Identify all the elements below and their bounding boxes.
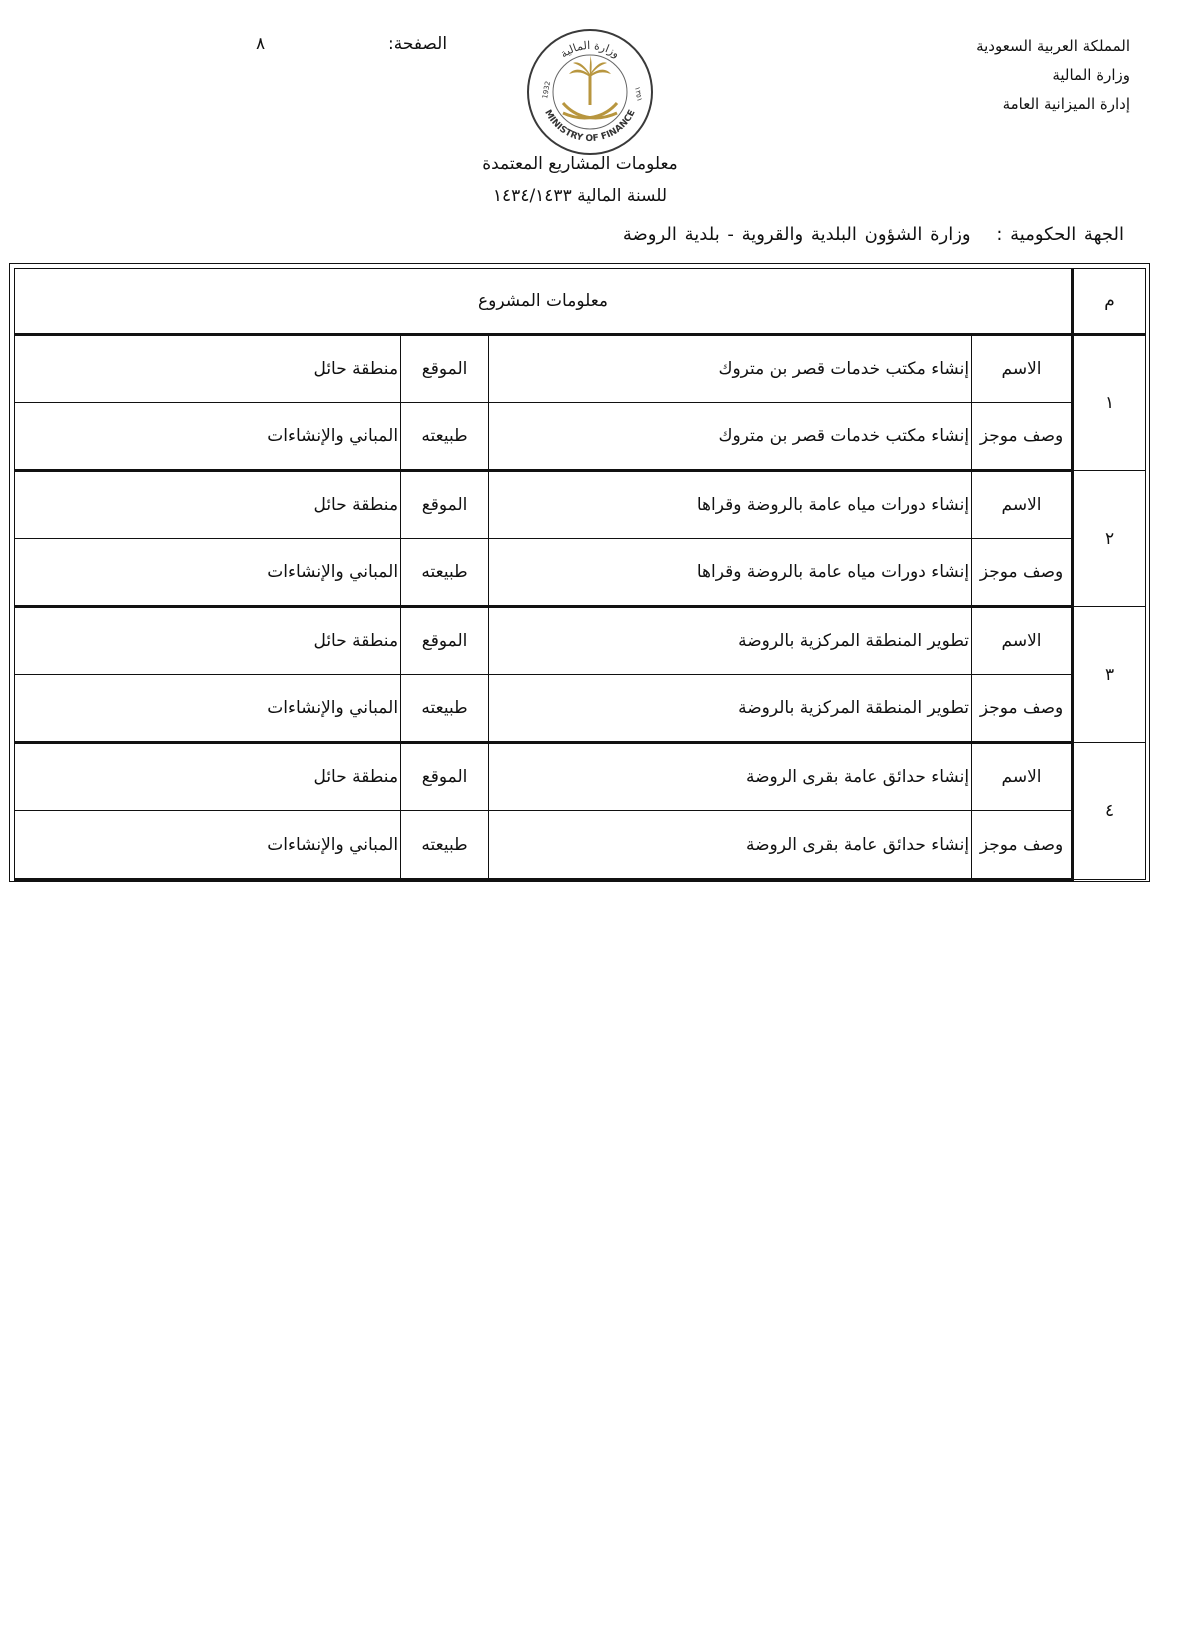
table-row <box>15 403 1146 471</box>
seal-year-left: 1932 <box>541 80 553 100</box>
projects-table <box>14 268 1146 881</box>
page-number: ٨ <box>256 34 266 54</box>
org-line-ministry: وزارة المالية <box>1052 66 1130 84</box>
project-location: منطقة حائل <box>15 335 401 403</box>
location-label: الموقع <box>401 743 489 811</box>
location-label: الموقع <box>401 335 489 403</box>
agency-label: الجهة الحكومية : <box>996 224 1124 245</box>
project-nature: المباني والإنشاءات <box>15 811 401 880</box>
table-header-row <box>15 269 1146 335</box>
svg-text:MINISTRY OF FINANCE <box>542 108 637 144</box>
location-label: الموقع <box>401 607 489 675</box>
name-label: الاسم <box>972 335 1073 403</box>
description-label: وصف موجز <box>972 403 1073 471</box>
project-description: إنشاء مكتب خدمات قصر بن متروك <box>489 403 972 471</box>
row-index: ٢ <box>1073 471 1146 607</box>
nature-label: طبيعته <box>401 403 489 471</box>
project-name: إنشاء حدائق عامة بقرى الروضة <box>489 743 972 811</box>
name-label: الاسم <box>972 607 1073 675</box>
project-location: منطقة حائل <box>15 471 401 539</box>
col-info-header: معلومات المشروع <box>15 269 1073 335</box>
seal-bottom-text: MINISTRY OF FINANCE <box>542 108 638 145</box>
government-agency-line <box>623 224 1124 245</box>
project-nature: المباني والإنشاءات <box>15 675 401 743</box>
org-line-kingdom: المملكة العربية السعودية <box>976 37 1130 55</box>
row-index: ١ <box>1073 335 1146 471</box>
description-label: وصف موجز <box>972 675 1073 743</box>
fiscal-year-subtitle: للسنة المالية ١٤٣٤/١٤٣٣ <box>492 186 668 206</box>
palm-tree-icon <box>569 55 611 105</box>
description-label: وصف موجز <box>972 811 1073 880</box>
project-name: تطوير المنطقة المركزية بالروضة <box>489 607 972 675</box>
project-description: إنشاء دورات مياه عامة بالروضة وقراها <box>489 539 972 607</box>
table-row <box>15 675 1146 743</box>
seal-top-text: وزارة المالية <box>557 38 623 61</box>
organization-block <box>976 32 1130 119</box>
projects-table-frame <box>9 263 1150 882</box>
project-nature: المباني والإنشاءات <box>15 403 401 471</box>
project-description: إنشاء حدائق عامة بقرى الروضة <box>489 811 972 880</box>
row-index: ٣ <box>1073 607 1146 743</box>
location-label: الموقع <box>401 471 489 539</box>
table-row <box>15 471 1146 539</box>
table-row <box>15 607 1146 675</box>
nature-label: طبيعته <box>401 675 489 743</box>
table-row <box>15 811 1146 880</box>
document-title: معلومات المشاريع المعتمدة <box>482 154 678 174</box>
agency-value: وزارة الشؤون البلدية والقروية - بلدية الروضة <box>622 224 971 245</box>
table-row <box>15 743 1146 811</box>
name-label: الاسم <box>972 471 1073 539</box>
project-description: تطوير المنطقة المركزية بالروضة <box>489 675 972 743</box>
ministry-seal-logo <box>525 27 655 157</box>
table-row <box>15 539 1146 607</box>
svg-text:وزارة المالية <box>558 39 622 61</box>
project-nature: المباني والإنشاءات <box>15 539 401 607</box>
name-label: الاسم <box>972 743 1073 811</box>
project-location: منطقة حائل <box>15 743 401 811</box>
description-label: وصف موجز <box>972 539 1073 607</box>
org-line-department: إدارة الميزانية العامة <box>1002 95 1130 113</box>
crossed-swords-icon <box>563 103 617 118</box>
nature-label: طبيعته <box>401 811 489 880</box>
row-index: ٤ <box>1073 743 1146 880</box>
project-location: منطقة حائل <box>15 607 401 675</box>
table-row <box>15 335 1146 403</box>
col-index-header: م <box>1073 269 1146 335</box>
page-label: الصفحة: <box>388 34 448 54</box>
seal-year-right: ١٣٥١ <box>633 85 644 103</box>
project-name: إنشاء مكتب خدمات قصر بن متروك <box>489 335 972 403</box>
nature-label: طبيعته <box>401 539 489 607</box>
project-name: إنشاء دورات مياه عامة بالروضة وقراها <box>489 471 972 539</box>
